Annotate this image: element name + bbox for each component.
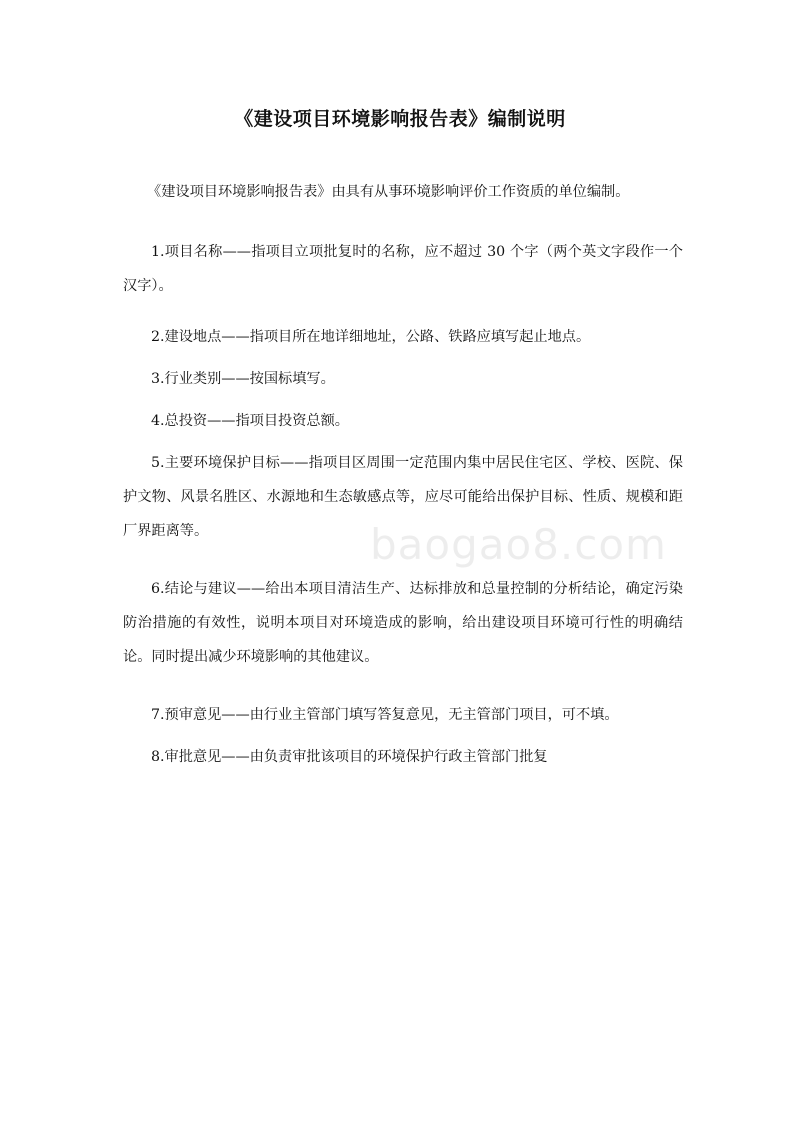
item-approval: 8.审批意见——由负责审批该项目的环境保护行政主管部门批复	[151, 749, 548, 765]
page-title: 《建设项目环境影响报告表》编制说明	[234, 108, 566, 130]
intro-paragraph: 《建设项目环境影响报告表》由具有从事环境影响评价工作资质的单位编制。	[147, 184, 630, 200]
item-conclusion: 6.结论与建议——给出本项目清洁生产、达标排放和总量控制的分析结论，确定污染防治措施的有效性，说明本项目对环境造成的影响，给出建设项目环境可行性的明确结论。同时提出减少环境影响的其他建议。	[123, 581, 683, 665]
item-pre-review: 7.预审意见——由行业主管部门填写答复意见，无主管部门项目，可不填。	[151, 707, 619, 723]
item-protection-targets: 5.主要环境保护目标——指项目区周围一定范围内集中居民住宅区、学校、医院、保护文物、风景名胜区、水源地和生态敏感点等，应尽可能给出保护目标、性质、规模和距厂界距离等。	[123, 455, 683, 539]
item-project-name: 1.项目名称——指项目立项批复时的名称，应不超过 30 个字（两个英文字段作一个汉字）。	[123, 244, 683, 294]
item-industry: 3.行业类别——按国标填写。	[151, 371, 335, 387]
item-location: 2.建设地点——指项目所在地详细地址，公路、铁路应填写起止地点。	[151, 329, 591, 345]
item-investment: 4.总投资——指项目投资总额。	[151, 413, 349, 429]
watermark: baogao8.com	[370, 520, 667, 569]
